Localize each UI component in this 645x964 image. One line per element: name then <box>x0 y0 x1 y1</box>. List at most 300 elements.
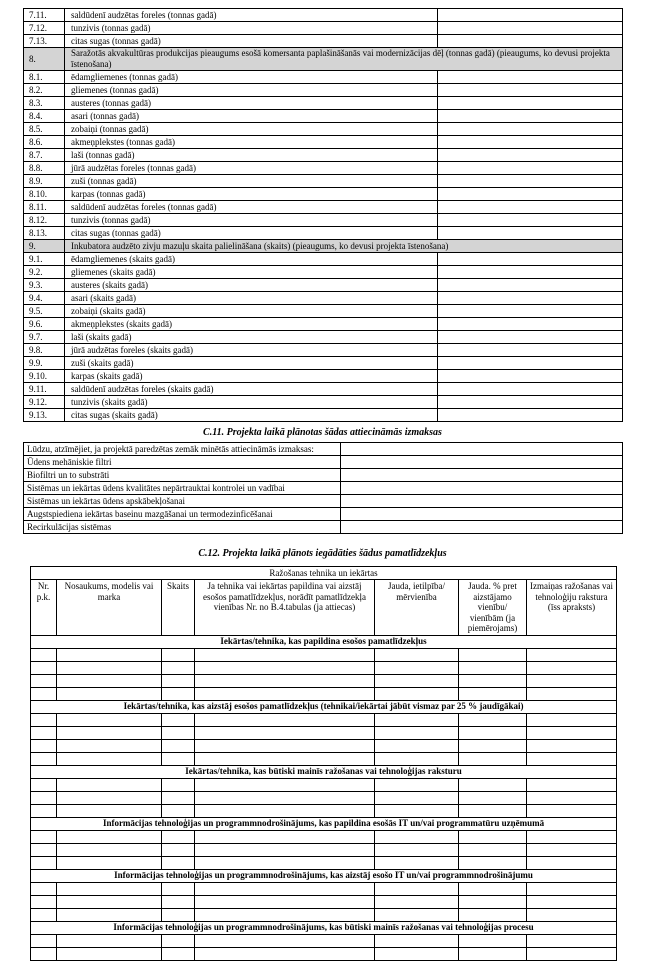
row-number: 9.5. <box>24 305 65 318</box>
row-number: 8. <box>24 48 65 71</box>
value-cell[interactable] <box>438 344 623 357</box>
section-header-row <box>31 765 617 778</box>
empty-cell[interactable] <box>195 843 375 856</box>
cost-item-label: Sistēmas un iekārtas ūdens apskābekļošanai <box>24 495 341 508</box>
value-cell[interactable] <box>438 123 623 136</box>
empty-cell[interactable] <box>31 895 57 908</box>
row-number: 8.12. <box>24 214 65 227</box>
table-row <box>24 110 623 123</box>
empty-cell[interactable] <box>527 778 617 791</box>
empty-cell[interactable] <box>57 843 162 856</box>
empty-cell[interactable] <box>195 661 375 674</box>
empty-cell[interactable] <box>195 687 375 700</box>
empty-cell[interactable] <box>195 739 375 752</box>
row-label: Inkubatora audzēto zivju mazuļu skaita palielināšana (skaits) (pieaugums, ko devusi projekta īstenošana) <box>65 240 623 253</box>
table-row <box>24 188 623 201</box>
empty-cell[interactable] <box>57 726 162 739</box>
value-cell[interactable] <box>438 266 623 279</box>
empty-cell[interactable] <box>57 830 162 843</box>
value-cell[interactable] <box>438 136 623 149</box>
empty-cell[interactable] <box>31 856 57 869</box>
empty-cell[interactable] <box>375 882 459 895</box>
empty-cell[interactable] <box>195 713 375 726</box>
empty-cell[interactable] <box>162 661 195 674</box>
empty-cell[interactable] <box>195 895 375 908</box>
row-number: 9.2. <box>24 266 65 279</box>
cost-item-label: Recirkulācijas sistēmas <box>24 521 341 534</box>
row-number: 8.10. <box>24 188 65 201</box>
empty-cell[interactable] <box>375 752 459 765</box>
empty-cell[interactable] <box>527 856 617 869</box>
row-label: gliemenes (skaits gadā) <box>65 266 438 279</box>
table-row <box>24 227 623 240</box>
empty-cell[interactable] <box>31 648 57 661</box>
row-label: austeres (skaits gadā) <box>65 279 438 292</box>
empty-cell[interactable] <box>162 804 195 817</box>
row-label: zobaiņi (tonnas gadā) <box>65 123 438 136</box>
table-row <box>31 934 617 947</box>
table-row <box>31 778 617 791</box>
empty-cell[interactable] <box>375 648 459 661</box>
row-label: asari (skaits gadā) <box>65 292 438 305</box>
empty-cell[interactable] <box>459 726 527 739</box>
row-label: akmeņplekstes (tonnas gadā) <box>65 136 438 149</box>
empty-cell[interactable] <box>162 791 195 804</box>
empty-cell[interactable] <box>57 804 162 817</box>
value-cell[interactable] <box>438 292 623 305</box>
row-label: zuši (tonnas gadā) <box>65 175 438 188</box>
row-label: saldūdenī audzētas foreles (tonnas gadā) <box>65 201 438 214</box>
row-number: 9.1. <box>24 253 65 266</box>
row-number: 9.10. <box>24 370 65 383</box>
section-header-row <box>31 635 617 648</box>
table-row <box>24 409 623 422</box>
row-number: 8.8. <box>24 162 65 175</box>
row-label: gliemenes (tonnas gadā) <box>65 84 438 97</box>
row-number: 7.12. <box>24 22 65 35</box>
empty-cell[interactable] <box>195 674 375 687</box>
table-row <box>31 726 617 739</box>
table-row <box>24 35 623 48</box>
table-row <box>31 752 617 765</box>
value-cell[interactable] <box>438 149 623 162</box>
row-number: 8.4. <box>24 110 65 123</box>
table-row <box>24 84 623 97</box>
row-number: 9.8. <box>24 344 65 357</box>
empty-cell[interactable] <box>375 830 459 843</box>
empty-cell[interactable] <box>31 687 57 700</box>
table-row <box>31 882 617 895</box>
value-cell[interactable] <box>438 214 623 227</box>
empty-cell[interactable] <box>195 882 375 895</box>
table-row <box>31 661 617 674</box>
table-title-row <box>31 567 617 580</box>
row-number: 8.13. <box>24 227 65 240</box>
value-cell[interactable] <box>438 279 623 292</box>
empty-cell[interactable] <box>375 791 459 804</box>
empty-cell[interactable] <box>31 908 57 921</box>
section-header-row <box>24 48 623 71</box>
row-number: 8.3. <box>24 97 65 110</box>
empty-cell[interactable] <box>195 856 375 869</box>
empty-cell[interactable] <box>527 947 617 960</box>
empty-cell[interactable] <box>162 648 195 661</box>
table-row <box>31 947 617 960</box>
row-label: ēdamgliemenes (skaits gadā) <box>65 253 438 266</box>
row-number: 9.4. <box>24 292 65 305</box>
checkbox-cell[interactable] <box>341 482 623 495</box>
value-cell[interactable] <box>438 370 623 383</box>
empty-cell[interactable] <box>459 661 527 674</box>
empty-cell[interactable] <box>162 830 195 843</box>
row-number: 8.11. <box>24 201 65 214</box>
row-number: 8.7. <box>24 149 65 162</box>
empty-cell[interactable] <box>459 752 527 765</box>
row-label: ēdamgliemenes (tonnas gadā) <box>65 71 438 84</box>
empty-cell[interactable] <box>527 895 617 908</box>
row-number: 9.9. <box>24 357 65 370</box>
c11-heading: C.11. Projekta laikā plānotas šādas attiecināmās izmaksas <box>203 427 442 438</box>
table-row <box>31 908 617 921</box>
empty-cell[interactable] <box>527 843 617 856</box>
empty-cell[interactable] <box>459 947 527 960</box>
section-header: Informācijas tehnoloģijas un programmnodrošinājums, kas būtiski mainīs ražošanas vai tehnoloģijas procesu <box>31 921 617 934</box>
empty-cell[interactable] <box>31 804 57 817</box>
empty-cell[interactable] <box>459 895 527 908</box>
empty-cell[interactable] <box>375 947 459 960</box>
value-cell[interactable] <box>438 71 623 84</box>
table-row <box>24 253 623 266</box>
table-row <box>24 149 623 162</box>
empty-cell[interactable] <box>195 791 375 804</box>
empty-cell[interactable] <box>31 674 57 687</box>
table-row <box>24 22 623 35</box>
table-row <box>24 469 623 482</box>
row-number: 9.3. <box>24 279 65 292</box>
empty-cell[interactable] <box>57 687 162 700</box>
empty-cell[interactable] <box>195 752 375 765</box>
c12-fixed-assets-table <box>30 566 617 961</box>
empty-cell[interactable] <box>31 830 57 843</box>
table-row <box>24 97 623 110</box>
table-row <box>24 521 623 534</box>
table-row <box>24 443 623 456</box>
table-row <box>24 482 623 495</box>
checkbox-cell[interactable] <box>341 443 623 456</box>
checkbox-cell[interactable] <box>341 508 623 521</box>
row-label: tunzivis (tonnas gadā) <box>65 214 438 227</box>
empty-cell[interactable] <box>527 791 617 804</box>
table-row <box>31 895 617 908</box>
empty-cell[interactable] <box>195 908 375 921</box>
empty-cell[interactable] <box>57 648 162 661</box>
row-label: austeres (tonnas gadā) <box>65 97 438 110</box>
row-number: 9.7. <box>24 331 65 344</box>
empty-cell[interactable] <box>162 856 195 869</box>
table-row <box>24 123 623 136</box>
c11-intro: Lūdzu, atzīmējiet, ja projektā paredzētas zemāk minētās attiecināmās izmaksas: <box>24 443 341 456</box>
empty-cell[interactable] <box>459 908 527 921</box>
empty-cell[interactable] <box>57 739 162 752</box>
table-row <box>31 674 617 687</box>
empty-cell[interactable] <box>459 778 527 791</box>
value-cell[interactable] <box>438 35 623 48</box>
empty-cell[interactable] <box>527 934 617 947</box>
section-header-row <box>31 869 617 882</box>
row-label: akmeņplekstes (skaits gadā) <box>65 318 438 331</box>
table-row <box>24 214 623 227</box>
row-label: jūrā audzētas foreles (tonnas gadā) <box>65 162 438 175</box>
value-cell[interactable] <box>438 201 623 214</box>
empty-cell[interactable] <box>57 934 162 947</box>
empty-cell[interactable] <box>375 804 459 817</box>
empty-cell[interactable] <box>57 674 162 687</box>
empty-cell[interactable] <box>31 843 57 856</box>
empty-cell[interactable] <box>57 895 162 908</box>
empty-cell[interactable] <box>162 778 195 791</box>
column-header: Skaits <box>162 580 195 636</box>
empty-cell[interactable] <box>57 856 162 869</box>
table-title: Ražošanas tehnika un iekārtas <box>31 567 617 580</box>
row-label: citas sugas (tonnas gadā) <box>65 227 438 240</box>
row-number: 9.13. <box>24 409 65 422</box>
value-cell[interactable] <box>438 188 623 201</box>
empty-cell[interactable] <box>527 830 617 843</box>
empty-cell[interactable] <box>527 882 617 895</box>
table-row <box>24 9 623 22</box>
value-cell[interactable] <box>438 175 623 188</box>
table-row <box>24 162 623 175</box>
empty-cell[interactable] <box>31 713 57 726</box>
table-row <box>31 687 617 700</box>
empty-cell[interactable] <box>162 726 195 739</box>
value-cell[interactable] <box>438 110 623 123</box>
empty-cell[interactable] <box>31 947 57 960</box>
empty-cell[interactable] <box>527 661 617 674</box>
table-row <box>31 843 617 856</box>
empty-cell[interactable] <box>162 934 195 947</box>
empty-cell[interactable] <box>375 778 459 791</box>
table-row <box>24 292 623 305</box>
table-row <box>24 344 623 357</box>
empty-cell[interactable] <box>527 804 617 817</box>
table-row <box>31 830 617 843</box>
empty-cell[interactable] <box>162 947 195 960</box>
empty-cell[interactable] <box>459 674 527 687</box>
row-label: zobaiņi (skaits gadā) <box>65 305 438 318</box>
empty-cell[interactable] <box>527 713 617 726</box>
table-row <box>24 456 623 469</box>
value-cell[interactable] <box>438 383 623 396</box>
empty-cell[interactable] <box>31 791 57 804</box>
empty-cell[interactable] <box>375 713 459 726</box>
empty-cell[interactable] <box>195 947 375 960</box>
empty-cell[interactable] <box>527 726 617 739</box>
row-label: tunzivis (tonnas gadā) <box>65 22 438 35</box>
empty-cell[interactable] <box>195 778 375 791</box>
checkbox-cell[interactable] <box>341 521 623 534</box>
empty-cell[interactable] <box>162 908 195 921</box>
value-cell[interactable] <box>438 331 623 344</box>
c11-eligible-costs-table <box>23 442 623 534</box>
empty-cell[interactable] <box>527 908 617 921</box>
empty-cell[interactable] <box>459 713 527 726</box>
row-label: jūrā audzētas foreles (skaits gadā) <box>65 344 438 357</box>
cost-item-label: Sistēmas un iekārtas ūdens kvalitātes nepārtrauktai kontrolei un vadībai <box>24 482 341 495</box>
empty-cell[interactable] <box>195 726 375 739</box>
empty-cell[interactable] <box>162 713 195 726</box>
table-row <box>24 383 623 396</box>
row-number: 8.2. <box>24 84 65 97</box>
empty-cell[interactable] <box>57 661 162 674</box>
value-cell[interactable] <box>438 396 623 409</box>
c12-heading: C.12. Projekta laikā plānots iegādāties šādus pamatlīdzekļus <box>198 548 447 559</box>
empty-cell[interactable] <box>57 791 162 804</box>
row-label: laši (skaits gadā) <box>65 331 438 344</box>
empty-cell[interactable] <box>162 895 195 908</box>
empty-cell[interactable] <box>195 804 375 817</box>
checkbox-cell[interactable] <box>341 456 623 469</box>
empty-cell[interactable] <box>162 687 195 700</box>
row-label: laši (tonnas gadā) <box>65 149 438 162</box>
empty-cell[interactable] <box>57 882 162 895</box>
empty-cell[interactable] <box>459 934 527 947</box>
empty-cell[interactable] <box>459 791 527 804</box>
table-row <box>31 791 617 804</box>
table-row <box>24 370 623 383</box>
empty-cell[interactable] <box>195 934 375 947</box>
row-number: 9. <box>24 240 65 253</box>
row-number: 8.1. <box>24 71 65 84</box>
empty-cell[interactable] <box>57 908 162 921</box>
empty-cell[interactable] <box>459 739 527 752</box>
row-label: saldūdenī audzētas foreles (skaits gadā) <box>65 383 438 396</box>
empty-cell[interactable] <box>375 674 459 687</box>
empty-cell[interactable] <box>375 843 459 856</box>
value-cell[interactable] <box>438 9 623 22</box>
column-header: Jauda. % pret aizstājamo vienību/ vienībām (ja piemērojams) <box>459 580 527 636</box>
cost-item-label: Biofiltri un to substrāti <box>24 469 341 482</box>
row-label: tunzivis (skaits gadā) <box>65 396 438 409</box>
value-cell[interactable] <box>438 305 623 318</box>
section-header-row <box>24 240 623 253</box>
empty-cell[interactable] <box>195 830 375 843</box>
row-number: 7.13. <box>24 35 65 48</box>
production-increase-table <box>23 8 623 422</box>
row-number: 9.6. <box>24 318 65 331</box>
value-cell[interactable] <box>438 409 623 422</box>
empty-cell[interactable] <box>375 856 459 869</box>
value-cell[interactable] <box>438 97 623 110</box>
section-header-row <box>31 817 617 830</box>
empty-cell[interactable] <box>162 752 195 765</box>
empty-cell[interactable] <box>31 661 57 674</box>
empty-cell[interactable] <box>375 934 459 947</box>
value-cell[interactable] <box>438 357 623 370</box>
section-header: Iekārtas/tehnika, kas būtiski mainīs ražošanas vai tehnoloģijas raksturu <box>31 765 617 778</box>
checkbox-cell[interactable] <box>341 469 623 482</box>
row-label: asari (tonnas gadā) <box>65 110 438 123</box>
table-row <box>24 396 623 409</box>
section-header: Iekārtas/tehnika, kas aizstāj esošos pamatlīdzekļus (tehnikai/iekārtai jābūt vismaz par 25 % jaudīgākai) <box>31 700 617 713</box>
table-row <box>24 175 623 188</box>
empty-cell[interactable] <box>527 739 617 752</box>
empty-cell[interactable] <box>57 752 162 765</box>
table-row <box>24 136 623 149</box>
checkbox-cell[interactable] <box>341 495 623 508</box>
empty-cell[interactable] <box>31 739 57 752</box>
value-cell[interactable] <box>438 22 623 35</box>
value-cell[interactable] <box>438 84 623 97</box>
empty-cell[interactable] <box>527 674 617 687</box>
empty-cell[interactable] <box>375 661 459 674</box>
empty-cell[interactable] <box>375 687 459 700</box>
row-label: zuši (skaits gadā) <box>65 357 438 370</box>
empty-cell[interactable] <box>459 648 527 661</box>
cost-item-label: Ūdens mehāniskie filtri <box>24 456 341 469</box>
row-label: karpas (skaits gadā) <box>65 370 438 383</box>
row-number: 9.12. <box>24 396 65 409</box>
empty-cell[interactable] <box>459 843 527 856</box>
empty-cell[interactable] <box>375 895 459 908</box>
empty-cell[interactable] <box>375 908 459 921</box>
empty-cell[interactable] <box>459 804 527 817</box>
empty-cell[interactable] <box>162 674 195 687</box>
empty-cell[interactable] <box>527 752 617 765</box>
row-number: 8.9. <box>24 175 65 188</box>
empty-cell[interactable] <box>527 648 617 661</box>
empty-cell[interactable] <box>375 726 459 739</box>
empty-cell[interactable] <box>31 882 57 895</box>
empty-cell[interactable] <box>375 739 459 752</box>
empty-cell[interactable] <box>459 856 527 869</box>
value-cell[interactable] <box>438 162 623 175</box>
column-header-row <box>31 580 617 636</box>
empty-cell[interactable] <box>31 726 57 739</box>
row-label: citas sugas (skaits gadā) <box>65 409 438 422</box>
value-cell[interactable] <box>438 253 623 266</box>
empty-cell[interactable] <box>31 934 57 947</box>
table-row <box>31 648 617 661</box>
empty-cell[interactable] <box>459 687 527 700</box>
section-header: Iekārtas/tehnika, kas papildina esošos pamatlīdzekļus <box>31 635 617 648</box>
empty-cell[interactable] <box>57 713 162 726</box>
section-header: Informācijas tehnoloģijas un programmnodrošinājums, kas aizstāj esošo IT un/vai programmnodrošinājumu <box>31 869 617 882</box>
table-row <box>24 71 623 84</box>
section-header: Informācijas tehnoloģijas un programmnodrošinājums, kas papildina esošās IT un/vai programmatūru uzņēmumā <box>31 817 617 830</box>
empty-cell[interactable] <box>459 882 527 895</box>
value-cell[interactable] <box>438 318 623 331</box>
table-row <box>24 318 623 331</box>
empty-cell[interactable] <box>162 882 195 895</box>
empty-cell[interactable] <box>57 947 162 960</box>
table-row <box>31 713 617 726</box>
value-cell[interactable] <box>438 227 623 240</box>
empty-cell[interactable] <box>31 778 57 791</box>
table-row <box>31 856 617 869</box>
empty-cell[interactable] <box>162 843 195 856</box>
table-row <box>24 331 623 344</box>
empty-cell[interactable] <box>459 830 527 843</box>
table-row <box>31 804 617 817</box>
empty-cell[interactable] <box>195 648 375 661</box>
empty-cell[interactable] <box>31 752 57 765</box>
empty-cell[interactable] <box>527 687 617 700</box>
empty-cell[interactable] <box>162 739 195 752</box>
empty-cell[interactable] <box>57 778 162 791</box>
table-row <box>24 266 623 279</box>
row-label: karpas (tonnas gadā) <box>65 188 438 201</box>
